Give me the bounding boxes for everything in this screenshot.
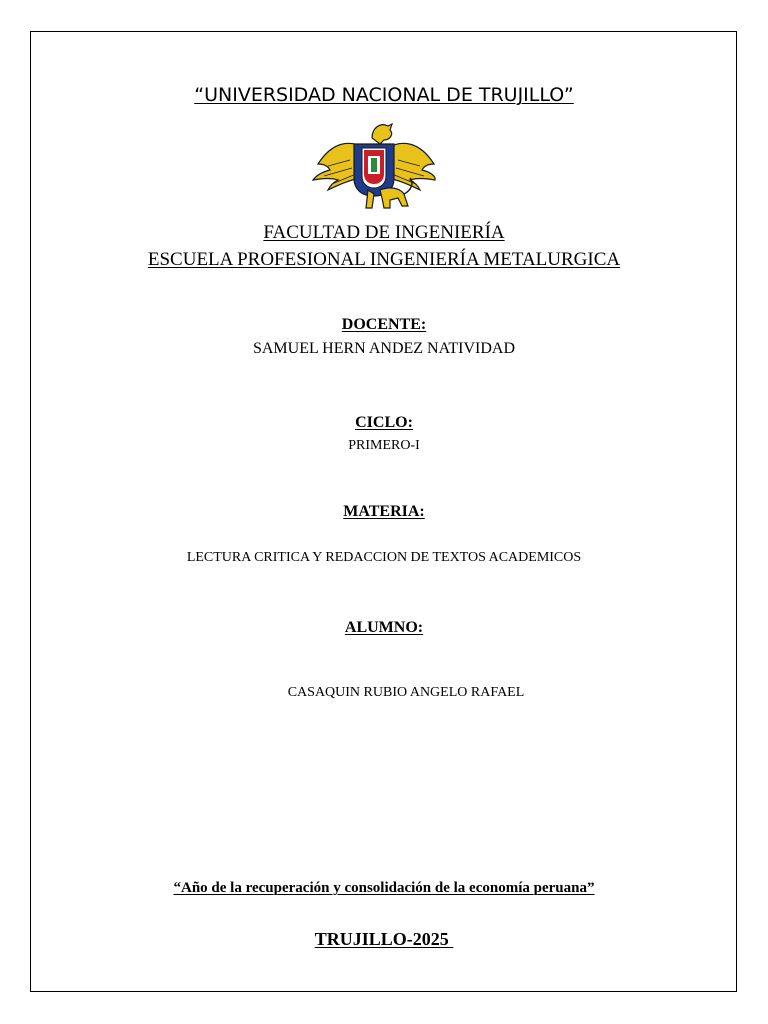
ciclo-value: PRIMERO-I	[348, 438, 420, 453]
alumno-value: CASAQUIN RUBIO ANGELO RAFAEL	[287, 685, 525, 700]
ciclo-label: CICLO:	[355, 414, 413, 431]
docente-value: SAMUEL HERN ANDEZ NATIVIDAD	[252, 340, 516, 357]
university-title: “UNIVERSIDAD NACIONAL DE TRUJILLO”	[194, 84, 574, 106]
faculty-title: FACULTAD DE INGENIERÍA	[263, 222, 505, 243]
city-year: TRUJILLO-2025	[314, 929, 454, 949]
materia-value: LECTURA CRITICA Y REDACCION DE TEXTOS ACADEMICOS	[186, 550, 582, 565]
materia-label: MATERIA:	[343, 503, 425, 520]
alumno-label: ALUMNO:	[344, 619, 424, 636]
motto-text: “Año de la recuperación y consolidación de la economía peruana”	[173, 880, 595, 896]
university-seal-icon	[310, 120, 438, 212]
school-title: ESCUELA PROFESIONAL INGENIERÍA METALURGICA	[147, 249, 621, 270]
docente-label: DOCENTE:	[341, 316, 427, 333]
